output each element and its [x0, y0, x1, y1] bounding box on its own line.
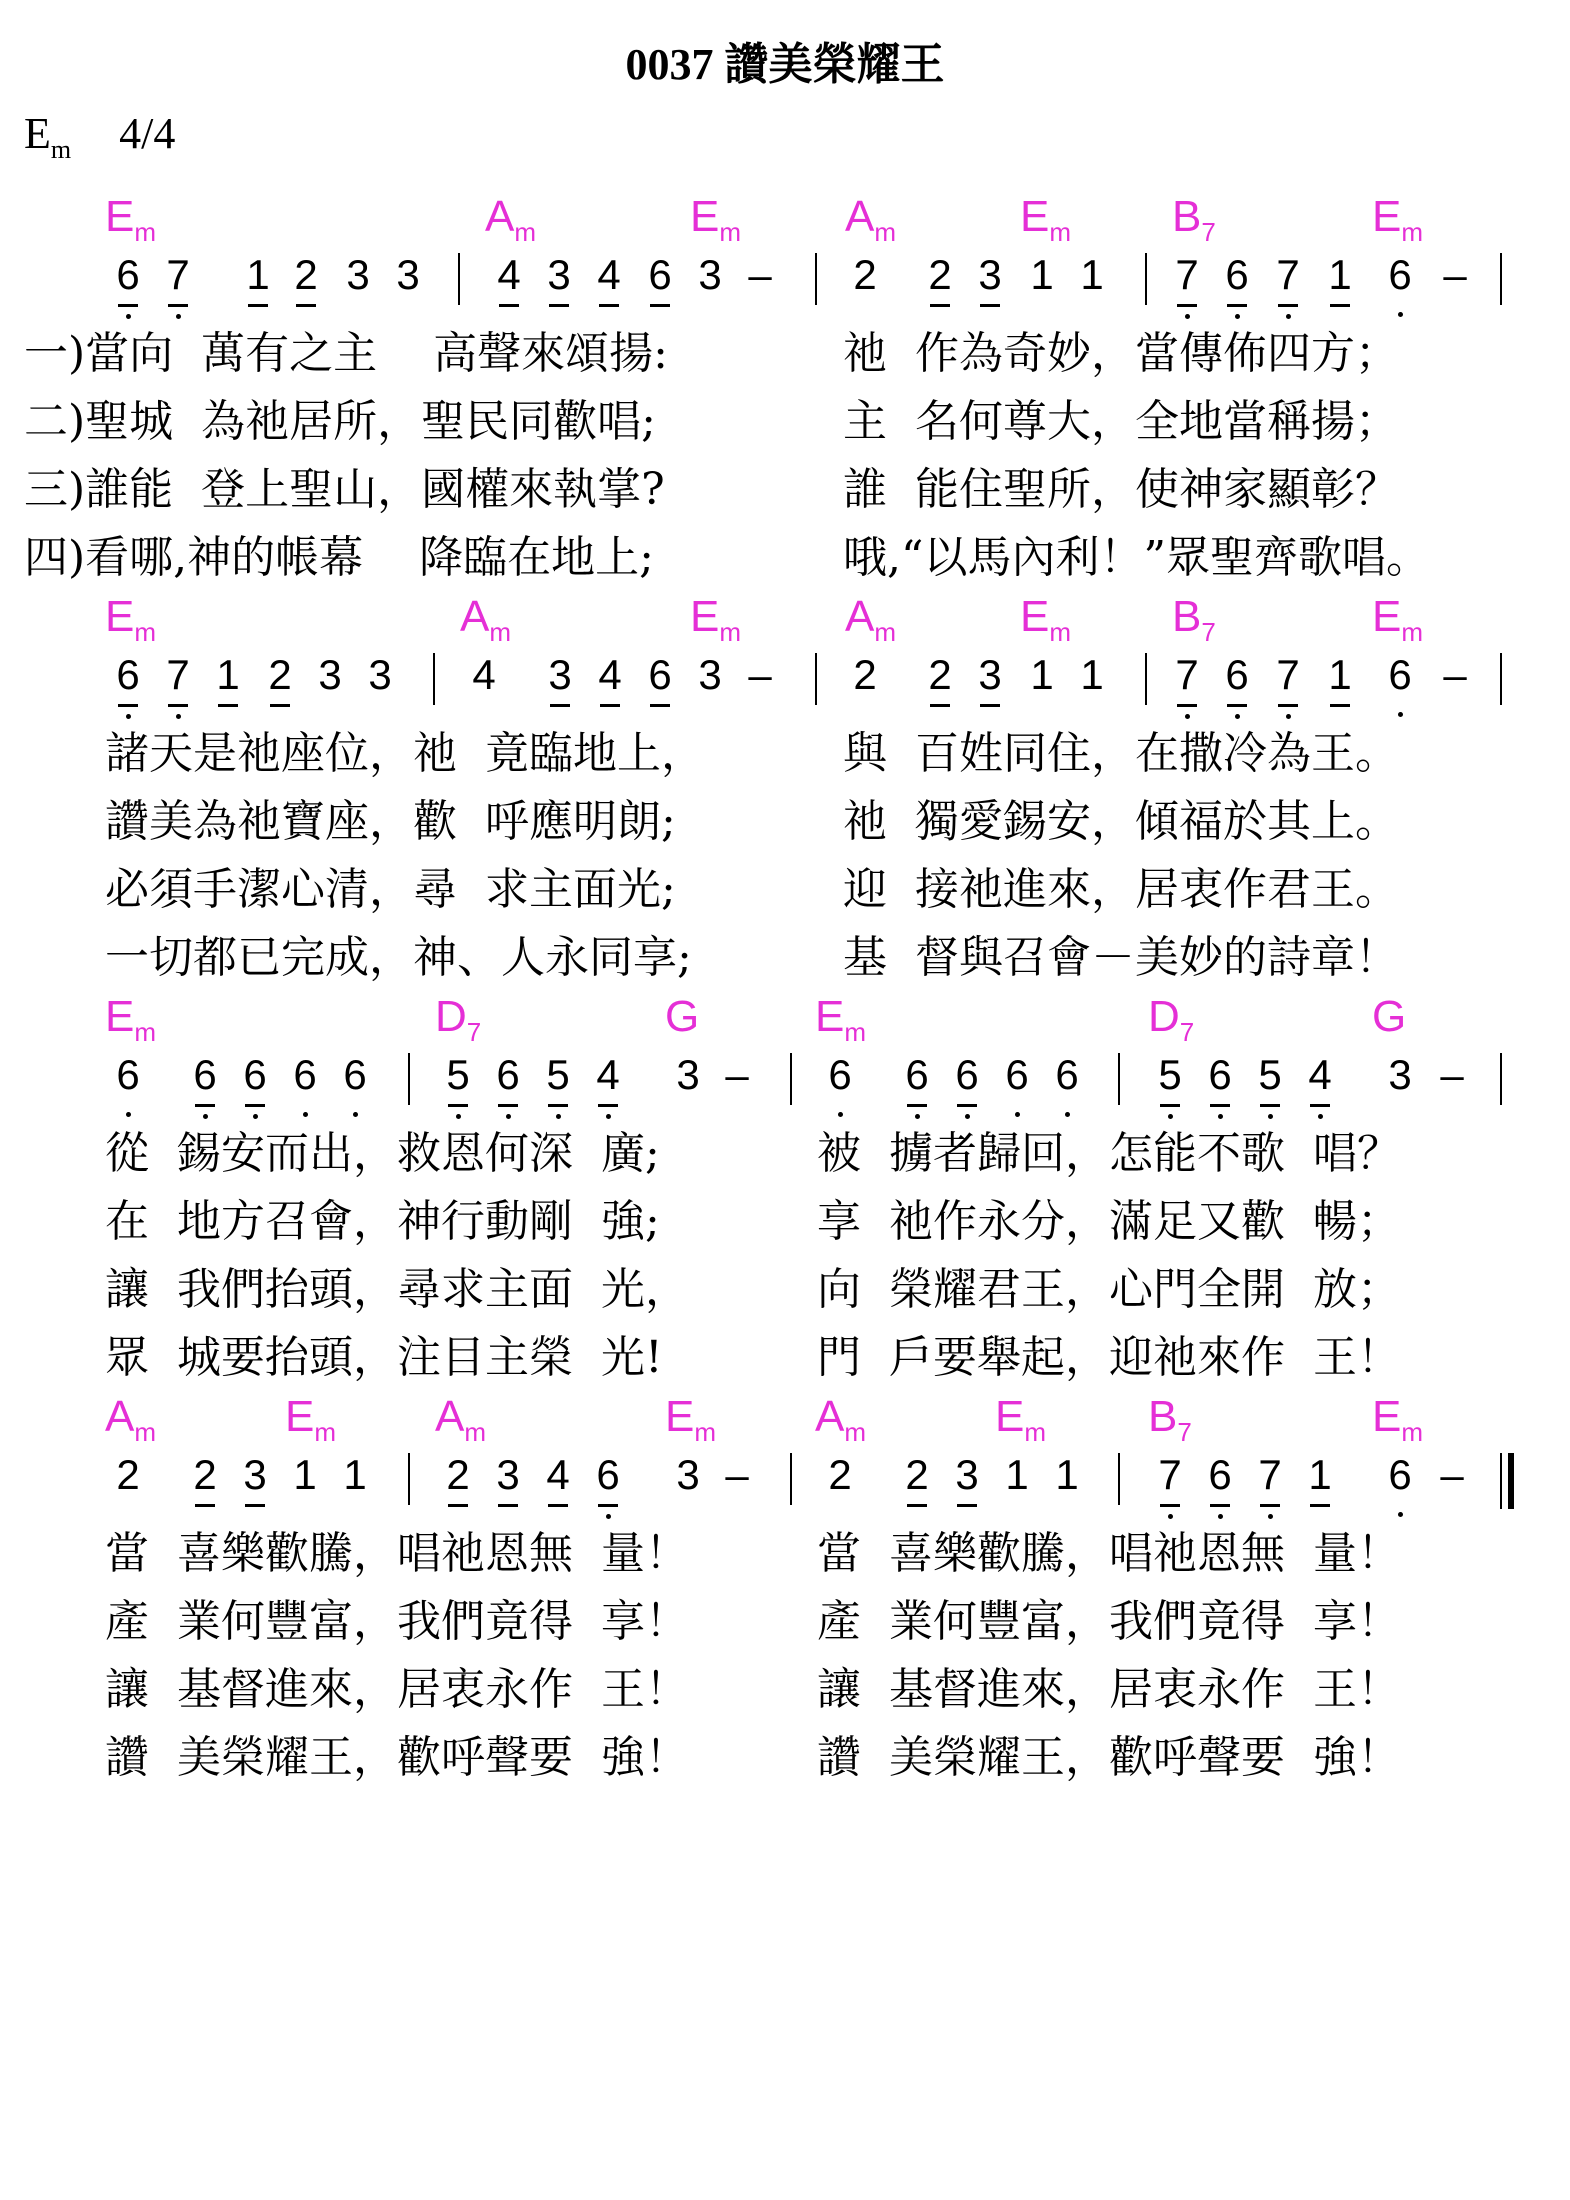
note: 1	[1030, 251, 1054, 298]
note: 7	[1169, 250, 1205, 300]
barline	[1500, 1053, 1502, 1105]
note: –	[1440, 1451, 1464, 1498]
note: 1	[1322, 250, 1358, 300]
note: –	[1443, 651, 1467, 698]
note: 3	[698, 251, 722, 298]
note: 3	[972, 650, 1008, 700]
note: 1	[1302, 1450, 1338, 1500]
lyric-line: 一切都已完成，神、人永同享;	[105, 932, 692, 983]
chord-label: $A_m$	[460, 592, 512, 647]
note: 3	[368, 651, 392, 698]
lyric-line: 與 百姓同住，在撒冷為王。	[843, 728, 1399, 779]
lyric-line: 必須手潔心清，尋 求主面光;	[105, 864, 676, 915]
lyric-line: 祂 獨愛錫安，傾福於其上。	[843, 796, 1399, 847]
lyric-line: 一)當向 萬有之主 高聲來頌揚:	[24, 328, 668, 379]
chord-label: $E_m$	[105, 592, 157, 647]
lyric-line: 哦,“以馬內利！”眾聖齊歌唱。	[843, 532, 1430, 583]
note: 6	[237, 1050, 273, 1100]
lyric-line: 產 業何豐富，我們竟得 享！	[817, 1596, 1401, 1647]
note: –	[748, 251, 772, 298]
lyric-line: 向 榮耀君王，心門全開 放；	[817, 1264, 1401, 1315]
chord-label: G	[1372, 992, 1407, 1041]
note: 5	[1252, 1050, 1288, 1100]
note: 2	[922, 650, 958, 700]
note: 4	[1302, 1050, 1338, 1100]
note: 6	[287, 1050, 323, 1100]
note: 3	[396, 251, 420, 298]
lyric-line: 三)誰能 登上聖山，國權來執掌?	[24, 464, 665, 515]
note: 3	[490, 1450, 526, 1500]
note: 6	[337, 1050, 373, 1100]
lyric-line: 讓 我們抬頭，尋求主面 光，	[105, 1264, 689, 1315]
score-section-1	[0, 192, 1570, 595]
note: 2	[440, 1450, 476, 1500]
note: 6	[1219, 250, 1255, 300]
lyric-line: 祂 作為奇妙，當傳佈四方；	[843, 328, 1399, 379]
note: 6	[1382, 1450, 1418, 1500]
note: 6	[1049, 1050, 1085, 1100]
chord-label: $B_7$	[1172, 592, 1216, 647]
lyric-line: 讓 基督進來，居衷永作 王！	[105, 1664, 689, 1715]
chord-label: $E_m$	[665, 1392, 717, 1447]
note: 3	[542, 650, 578, 700]
barline	[1145, 653, 1147, 705]
note: 2	[899, 1450, 935, 1500]
lyric-line: 眾 城要抬頭，注目主榮 光!	[105, 1332, 663, 1383]
note: 6	[590, 1450, 626, 1500]
chord-label: $D_7$	[1148, 992, 1195, 1047]
note: 5	[1152, 1050, 1188, 1100]
note: 6	[822, 1050, 858, 1100]
key-signature	[24, 108, 175, 165]
note: 3	[346, 251, 370, 298]
note: 6	[1202, 1450, 1238, 1500]
time-signature: 4/4	[119, 109, 176, 158]
note: 7	[1252, 1450, 1288, 1500]
lyric-line: 讓 基督進來，居衷永作 王！	[817, 1664, 1401, 1715]
lyric-line: 讚 美榮耀王，歡呼聲要 強！	[105, 1732, 689, 1783]
note: 6	[187, 1050, 223, 1100]
note: –	[1443, 251, 1467, 298]
note: 1	[1080, 251, 1104, 298]
note: 1	[343, 1451, 367, 1498]
chord-label: $D_7$	[435, 992, 482, 1047]
note: 1	[1055, 1451, 1079, 1498]
score-section-4	[0, 1392, 1570, 1795]
barline	[1500, 653, 1502, 705]
note: 3	[318, 651, 342, 698]
barline	[1500, 253, 1502, 305]
barline	[1118, 1453, 1120, 1505]
barline	[1145, 253, 1147, 305]
lyric-line: 讚 美榮耀王，歡呼聲要 強！	[817, 1732, 1401, 1783]
note: 2	[922, 250, 958, 300]
lyric-line: 產 業何豐富，我們竟得 享！	[105, 1596, 689, 1647]
chord-label: $B_7$	[1172, 192, 1216, 247]
barline	[815, 253, 817, 305]
barline	[408, 1053, 410, 1105]
note: –	[1440, 1051, 1464, 1098]
lyric-line: 在 地方召會，神行動剛 強;	[105, 1196, 660, 1247]
chord-label: $A_m$	[485, 192, 537, 247]
chord-label: G	[665, 992, 700, 1041]
note: 2	[262, 650, 298, 700]
note: 6	[110, 650, 146, 700]
note: 4	[591, 250, 627, 300]
chord-label: $E_m$	[690, 592, 742, 647]
chord-label: $A_m$	[845, 192, 897, 247]
barline	[790, 1053, 792, 1105]
chord-label: $E_m$	[285, 1392, 337, 1447]
note: 5	[440, 1050, 476, 1100]
note: 3	[1388, 1051, 1412, 1098]
note: 6	[949, 1050, 985, 1100]
note: 7	[1270, 250, 1306, 300]
note: 3	[972, 250, 1008, 300]
chord-label: $E_m$	[995, 1392, 1047, 1447]
note: 2	[853, 251, 877, 298]
note: 6	[490, 1050, 526, 1100]
barline	[408, 1453, 410, 1505]
note: 1	[1005, 1451, 1029, 1498]
lyric-line: 基 督與召會－美妙的詩章！	[843, 932, 1399, 983]
chord-label: $A_m$	[845, 592, 897, 647]
barline	[815, 653, 817, 705]
note: 6	[110, 1050, 146, 1100]
key-quality: m	[50, 134, 72, 164]
chord-label: $A_m$	[435, 1392, 487, 1447]
note: 2	[187, 1450, 223, 1500]
barline	[458, 253, 460, 305]
lyric-line: 迎 接祂進來，居衷作君王。	[843, 864, 1399, 915]
lyric-line: 二)聖城 為祂居所，聖民同歡唱;	[24, 396, 656, 447]
chord-label: $B_7$	[1148, 1392, 1192, 1447]
note: 3	[698, 651, 722, 698]
lyric-line: 從 錫安而出，救恩何深 廣;	[105, 1128, 660, 1179]
lyric-line: 讚美為祂寶座，歡 呼應明朗;	[105, 796, 676, 847]
note: 6	[1219, 650, 1255, 700]
note: 6	[999, 1050, 1035, 1100]
chord-label: $E_m$	[1020, 592, 1072, 647]
lyric-line: 主 名何尊大，全地當稱揚；	[843, 396, 1399, 447]
note: 2	[116, 1451, 140, 1498]
lyric-line: 當 喜樂歡騰，唱祂恩無 量！	[817, 1528, 1401, 1579]
lyric-line: 誰 能住聖所，使神家顯彰？	[843, 464, 1399, 515]
note: 3	[676, 1051, 700, 1098]
note: 1	[1322, 650, 1358, 700]
chord-label: $E_m$	[1372, 192, 1424, 247]
note: 6	[642, 250, 678, 300]
note: 5	[540, 1050, 576, 1100]
note: 7	[1152, 1450, 1188, 1500]
note: –	[725, 1051, 749, 1098]
note: 4	[590, 1050, 626, 1100]
lyric-line: 諸天是祂座位，祂 竟臨地上，	[105, 728, 705, 779]
note: 4	[472, 651, 496, 698]
note: 6	[642, 650, 678, 700]
note: 6	[110, 250, 146, 300]
lyric-line: 當 喜樂歡騰，唱祂恩無 量！	[105, 1528, 689, 1579]
chord-label: $A_m$	[105, 1392, 157, 1447]
score-section-3	[0, 992, 1570, 1395]
note: 1	[240, 250, 276, 300]
chord-label: $E_m$	[1372, 1392, 1424, 1447]
barline	[790, 1453, 792, 1505]
note: 3	[237, 1450, 273, 1500]
note: –	[748, 651, 772, 698]
barline	[1118, 1053, 1120, 1105]
note: 4	[592, 650, 628, 700]
note: 7	[1169, 650, 1205, 700]
barline	[433, 653, 435, 705]
note: 6	[1382, 250, 1418, 300]
note: 6	[899, 1050, 935, 1100]
chord-label: $E_m$	[105, 992, 157, 1047]
chord-label: $E_m$	[1020, 192, 1072, 247]
chord-label: $E_m$	[815, 992, 867, 1047]
note: 2	[853, 651, 877, 698]
note: 4	[540, 1450, 576, 1500]
hymn-title: 0037 讚美榮耀王	[625, 40, 945, 89]
note: 7	[160, 250, 196, 300]
note: 1	[210, 650, 246, 700]
note: 1	[1030, 651, 1054, 698]
lyric-line: 被 擄者歸回，怎能不歌 唱？	[817, 1128, 1401, 1179]
score-section-2	[0, 592, 1570, 995]
note: 3	[541, 250, 577, 300]
note: 7	[160, 650, 196, 700]
note: 6	[1382, 650, 1418, 700]
note: 3	[949, 1450, 985, 1500]
chord-label: $E_m$	[1372, 592, 1424, 647]
note: 3	[676, 1451, 700, 1498]
key-letter: E	[24, 109, 51, 158]
lyric-line: 四)看哪,神的帳幕 降臨在地上;	[24, 532, 654, 583]
chord-label: $E_m$	[105, 192, 157, 247]
chord-label: $A_m$	[815, 1392, 867, 1447]
note: –	[725, 1451, 749, 1498]
note: 2	[288, 250, 324, 300]
lyric-line: 享 祂作永分，滿足又歡 暢；	[817, 1196, 1401, 1247]
note: 6	[1202, 1050, 1238, 1100]
lyric-line: 門 戶要舉起，迎祂來作 王！	[817, 1332, 1401, 1383]
chord-label: $E_m$	[690, 192, 742, 247]
note: 2	[828, 1451, 852, 1498]
note: 4	[491, 250, 527, 300]
note: 1	[1080, 651, 1104, 698]
note: 7	[1270, 650, 1306, 700]
note: 1	[293, 1451, 317, 1498]
